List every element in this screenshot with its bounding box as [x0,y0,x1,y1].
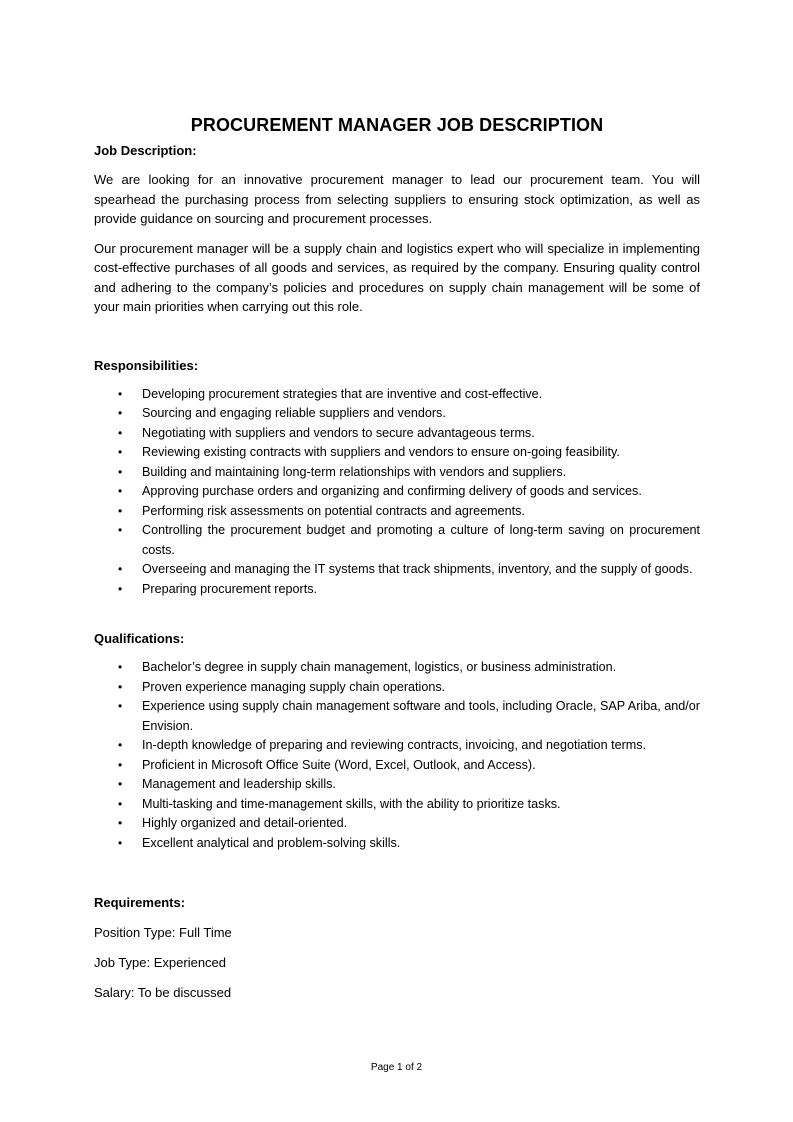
list-item [94,775,700,795]
list-item [94,697,700,736]
list-item [94,814,700,834]
list-item-text: Highly organized and detail-oriented. [142,816,348,830]
qualifications-list [94,658,700,853]
responsibilities-heading: Responsibilities: [94,357,199,373]
list-item-text: Proven experience managing supply chain operations. [142,679,446,694]
bullet-icon: • [118,425,123,440]
bullet-icon: • [118,445,123,459]
list-item-text: Sourcing and engaging reliable suppliers and vendors. [142,406,446,420]
document-title: PROCUREMENT MANAGER JOB DESCRIPTION [190,115,604,135]
responsibilities-section [94,356,700,600]
bullet-icon: • [118,796,123,811]
bullet-icon: • [118,679,123,694]
bullet-icon: • [118,503,123,518]
list-item [94,482,700,502]
job-description-paragraph: We are looking for an innovative procurement manager to lead our procurement team. You will spearhead the purchasing process from selecting suppliers to ensuring stock optimization, as well as provide guidance on sourcing and procurement processes. [94,172,700,226]
bullet-icon: • [118,738,123,752]
qualifications-section [94,629,700,853]
list-item-text: Overseeing and managing the IT systems that track shipments, inventory, and the supply of goods. [142,562,693,576]
responsibilities-list [94,385,700,600]
list-item-text: Preparing procurement reports. [142,581,317,596]
qualifications-heading: Qualifications: [94,631,185,646]
job-description-paragraph: Our procurement manager will be a supply chain and logistics expert who will specialize in implementing cost-effective purchases of all goods and services, as required by the company. Ensuring quality control and adhering to the company’s policies and procedures on supply chain management will be some of your main priorities when carrying out this role. [94,240,700,314]
bullet-icon: • [118,660,123,674]
bullet-icon: • [118,581,123,596]
list-item-text: In-depth knowledge of preparing and reviewing contracts, invoicing, and negotiation terms. [142,738,647,752]
list-item [94,521,700,560]
bullet-icon: • [118,816,123,830]
list-item [94,443,700,463]
list-item [94,560,700,580]
salary-line: Salary: To be discussed [94,985,232,1000]
list-item-text: Developing procurement strategies that are inventive and cost-effective. [142,386,543,401]
list-item-text: Excellent analytical and problem-solving skills. [142,835,401,850]
bullet-icon: • [118,464,123,479]
list-item-text: Multi-tasking and time-management skills, with the ability to prioritize tasks. [142,796,561,811]
list-item [94,795,700,815]
list-item-text: Approving purchase orders and organizing and confirming delivery of goods and services. [142,484,642,498]
list-item [94,463,700,483]
bullet-icon: • [118,386,123,401]
list-item [94,756,700,776]
list-item-text: Bachelor’s degree in supply chain management, logistics, or business administration. [142,660,617,674]
list-item-text: Reviewing existing contracts with suppliers and vendors to ensure on-going feasibility. [142,445,620,459]
bullet-icon: • [118,484,123,498]
list-item [94,580,700,600]
list-item-text: Controlling the procurement budget and promoting a culture of long-term saving on procurement costs. [142,523,700,557]
bullet-icon: • [118,757,123,772]
list-item-text: Building and maintaining long-term relationships with vendors and suppliers. [142,464,567,479]
requirements-heading: Requirements: [94,895,186,910]
bullet-icon: • [118,562,123,576]
requirements-section [94,893,700,1002]
list-item-text: Negotiating with suppliers and vendors to secure advantageous terms. [142,425,535,440]
list-item [94,834,700,854]
list-item [94,502,700,522]
job-description-section [94,141,700,317]
list-item [94,678,700,698]
list-item-text: Experience using supply chain management software and tools, including Oracle, SAP Ariba, and/or Envision. [142,699,700,733]
bullet-icon: • [118,699,123,713]
bullet-icon: • [118,835,123,850]
list-item [94,658,700,678]
bullet-icon: • [118,406,123,420]
job-description-heading: Job Description: [94,143,197,158]
list-item [94,385,700,405]
bullet-icon: • [118,523,123,537]
list-item [94,404,700,424]
list-item [94,736,700,756]
list-item-text: Performing risk assessments on potential contracts and agreements. [142,503,525,518]
list-item [94,424,700,444]
list-item-text: Proficient in Microsoft Office Suite (Word, Excel, Outlook, and Access). [142,757,536,772]
list-item-text: Management and leadership skills. [142,777,336,791]
position-type-line: Position Type: Full Time [94,925,232,940]
page-number-footer: Page 1 of 2 [370,1062,423,1073]
job-type-line: Job Type: Experienced [94,955,227,970]
bullet-icon: • [118,777,123,791]
document-body [94,113,700,1002]
